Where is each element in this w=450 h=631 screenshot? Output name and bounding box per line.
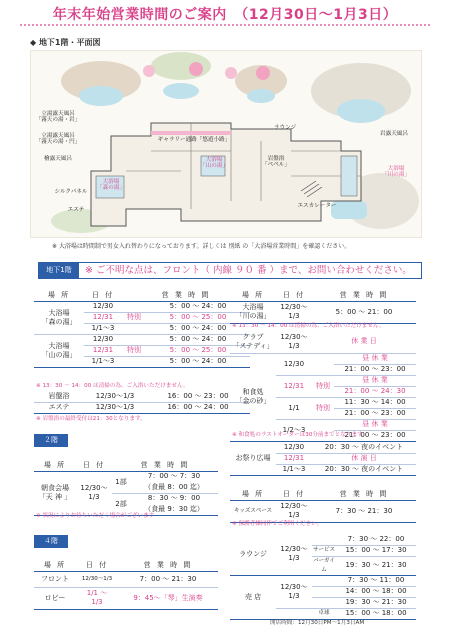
date-cell xyxy=(276,608,312,619)
date-cell: 12/31 xyxy=(84,345,122,356)
map-note: ※ 大浴場は時間制で男女入れ替わりになっております。詳しくは 別紙 の「大浴場営業時間」を確認ください。 xyxy=(52,243,351,250)
hours-cell: 5：00 ～ 24：00 xyxy=(146,323,250,334)
hours-cell: 9：45～「琴」生演奏 xyxy=(118,587,218,609)
hours-cell: 21：00 ～ 23：00 xyxy=(334,430,416,441)
label-cell: 卓球 xyxy=(312,608,336,619)
hours-cell: 7：00 ～ 21：30 xyxy=(118,571,218,587)
special-cell: 特別 xyxy=(312,397,334,419)
hours-cell: 5：00 ～ 24：00 xyxy=(146,334,250,345)
map-label-gallery: ギャラリー通路「悠遊小路」 xyxy=(157,137,231,143)
special-cell xyxy=(122,356,146,367)
date-cell: 12/30～1/3 xyxy=(84,402,146,413)
hiroba-table xyxy=(230,442,416,476)
hours-cell: 7：30 ～ 21：30 xyxy=(312,500,416,522)
map-label-kawa: 大浴場 「川の湯」 xyxy=(382,166,410,179)
shop-period-note: 開店時間：12月30日PM～1月3日AM xyxy=(270,620,365,626)
hours-cell: 休 業 日 xyxy=(312,331,416,353)
event-cell: 20：30 ～ 夜のイベント xyxy=(312,442,416,453)
label-cell xyxy=(312,597,336,608)
b1-facilities-table xyxy=(34,391,250,414)
floor-tag-4f: ４階 xyxy=(34,535,68,548)
b1-banner xyxy=(38,262,422,279)
special-cell xyxy=(122,301,146,312)
hours-cell: 21：00 ～ 24：30 xyxy=(334,386,416,397)
col-header-place: 場 所 xyxy=(34,460,76,471)
table-row xyxy=(230,534,416,545)
special-cell: 特別 xyxy=(312,375,334,397)
special-cell: 特別 xyxy=(122,312,146,323)
col-header-date: 日 付 xyxy=(276,489,312,500)
hours-cell: 昼 休 業 xyxy=(334,375,416,386)
map-label-iwa-rotenburo: 岩露天風呂 xyxy=(380,131,408,137)
place-kin: 和食処 「金の砂」 xyxy=(230,353,276,441)
hours-cell: 7：30 ～ 11：00 xyxy=(336,575,416,586)
hours-cell: 16：00 ～ 23：00 xyxy=(146,391,250,402)
hours-cell: 16：00 ～ 24：00 xyxy=(146,402,250,413)
hours-cell: 昼 休 業 xyxy=(334,419,416,430)
hours-cell: 8：30 ～ 9：00 xyxy=(147,494,201,503)
hours-cell: 15：00 ～ 18：00 xyxy=(336,608,416,619)
col-header-hours: 営 業 時 間 xyxy=(122,290,250,301)
table-row xyxy=(34,334,250,345)
part-cell: 2部 xyxy=(112,493,130,515)
table-row xyxy=(34,571,218,587)
page-title: 年末年始営業時間のご案内 （12月30日～1月3日） xyxy=(52,7,398,23)
col-header-place: 場 所 xyxy=(34,290,84,301)
date-cell: 12/30 xyxy=(276,442,312,453)
last-order-cell: （食最 8：00 迄） xyxy=(130,482,218,493)
hours-cell: 5：00 ～ 24：00 xyxy=(146,356,250,367)
place-club: クラブ 「ステディ」 xyxy=(230,331,276,353)
table-row xyxy=(34,402,250,413)
part-cell: 1部 xyxy=(112,471,130,493)
hours-cell: 14：00 ～ 18：00 xyxy=(336,586,416,597)
label-cell xyxy=(312,575,336,586)
table-row xyxy=(230,353,416,364)
map-label-este: エステ xyxy=(67,207,85,213)
date-cell: 1/2～3 xyxy=(276,419,312,441)
col-header-hours: 営 業 時 間 xyxy=(112,460,218,471)
place-front: フロント xyxy=(34,571,76,587)
f2-breakfast-table xyxy=(34,460,218,516)
col-header-date: 日 付 xyxy=(76,460,112,471)
table-row xyxy=(230,575,416,586)
floor-tag-b1: 地下1階 xyxy=(39,263,79,278)
place-ganbanyoku: 岩盤浴 xyxy=(34,391,84,402)
table-row xyxy=(34,471,218,482)
date-cell: 1/1 ～ 1/3 xyxy=(76,587,118,609)
date-cell: 1/1～3 xyxy=(84,356,122,367)
b1-right-table xyxy=(230,290,416,324)
place-kawa: 大浴場 「川の湯」 xyxy=(230,301,276,323)
date-cell: 12/30 xyxy=(276,353,312,375)
date-cell: 12/30～ 1/3 xyxy=(276,500,312,522)
special-cell: 特別 xyxy=(122,345,146,356)
date-cell: 1/1～3 xyxy=(84,323,122,334)
hours-cell: 5：00 ～ 25：00 xyxy=(146,345,250,356)
b1-restaurant-table xyxy=(230,331,416,442)
map-label-muten-en: 立湯露天風呂 「霧天の湯・円」 xyxy=(35,133,81,146)
map-label-peperu: 岩盤浴 「ペペル」 xyxy=(262,156,290,169)
lounge-shop-table xyxy=(230,534,416,620)
col-header-date: 日 付 xyxy=(84,290,122,301)
event-cell: 20：30 ～ 夜のイベント xyxy=(312,464,416,475)
breakfast-note: ※ 状況によりお待ちいただく場合がございます xyxy=(36,513,155,519)
ganbanyoku-note: ※ 岩盤浴の最終受付は21：30となります。 xyxy=(36,416,146,422)
map-heading: ◆ 地下1階・平面図 xyxy=(30,38,101,47)
kids-table xyxy=(230,489,416,523)
event-cell: 休 演 日 xyxy=(312,453,416,464)
b1-baths-table xyxy=(34,290,250,368)
table-row xyxy=(34,587,218,609)
place-kids: キッズスペース xyxy=(230,500,276,522)
place-shop: 売 店 xyxy=(230,575,276,619)
date-cell: 12/30～ 1/3 xyxy=(76,471,112,515)
hours-cell: 5：00 ～ 24：00 xyxy=(146,301,250,312)
date-cell: 12/31 xyxy=(276,453,312,464)
map-label-muten-iwa: 立湯露天風呂 「霧天の湯・岩」 xyxy=(35,111,81,124)
floor-map xyxy=(30,50,422,238)
cleaning-note-left: ※ 13：30 ～ 14：00 は清掃の為、ご入浴いただけません。 xyxy=(36,383,189,389)
map-label-escalator: エスカレーター xyxy=(297,203,337,209)
hours-cell: 19：30 ～ 21：30 xyxy=(336,597,416,608)
col-header-hours: 営 業 時 間 xyxy=(312,489,416,500)
table-row xyxy=(34,301,250,312)
map-label-mori: 大浴場 「森の湯」 xyxy=(97,179,125,192)
hours-cell: 21：00 ～ 23：00 xyxy=(334,364,416,375)
hours-cell: 昼 休 業 xyxy=(334,353,416,364)
date-cell: 1/1 xyxy=(276,397,312,419)
special-cell xyxy=(122,323,146,334)
col-header-hours: 営 業 時 間 xyxy=(118,560,218,571)
table-row xyxy=(230,500,416,522)
table-row xyxy=(230,331,416,353)
map-label-yama: 大浴場 「山の湯」 xyxy=(200,157,228,170)
date-cell: 12/30～ 1/3 xyxy=(276,575,312,608)
date-cell: 12/30～ 1/3 xyxy=(276,534,312,575)
date-cell: 12/30～ 1/3 xyxy=(276,331,312,353)
last-order-note: ※ 和食処のラストオーダーは30分前までとなります。 xyxy=(232,432,368,438)
label-cell: バーガイム xyxy=(312,556,336,575)
hours-cell: 11：30 ～ 14：00 xyxy=(334,397,416,408)
date-cell: 12/30 xyxy=(84,301,122,312)
title-divider xyxy=(20,24,430,26)
col-header-hours: 営 業 時 間 xyxy=(312,290,416,301)
hours-cell: 21：00 ～ 23：00 xyxy=(334,408,416,419)
place-este: エステ xyxy=(34,402,84,413)
table-row xyxy=(34,391,250,402)
map-label-lounge: ラウンジ xyxy=(273,125,297,131)
special-cell xyxy=(122,334,146,345)
hours-cell: 5：00 ～ 21：00 xyxy=(312,301,416,323)
map-label-silk: シルクパネル xyxy=(54,189,88,195)
col-header-place: 場 所 xyxy=(230,290,276,301)
date-cell: 12/31 xyxy=(84,312,122,323)
special-cell xyxy=(312,353,334,375)
date-cell: 12/30～1/3 xyxy=(84,391,146,402)
place-lobby: ロビー xyxy=(34,587,76,609)
place-mori: 大浴場 「森の湯」 xyxy=(34,301,84,334)
place-yama: 大浴場 「山の湯」 xyxy=(34,334,84,367)
floor-tag-2f: ２階 xyxy=(34,434,68,447)
label-cell xyxy=(312,534,336,545)
place-lounge: ラウンジ xyxy=(230,534,276,575)
col-header-place: 場 所 xyxy=(34,560,76,571)
date-cell: 12/30～1/3 xyxy=(76,571,118,587)
date-cell: 12/31 xyxy=(276,375,312,397)
date-cell: 1/1～3 xyxy=(276,464,312,475)
col-header-date: 日 付 xyxy=(276,290,312,301)
place-tenjin: 朝食会場 「天 神 」 xyxy=(34,471,76,515)
hours-cell: 7：00 ～ 7：30 xyxy=(147,472,201,481)
cleaning-note-right: ※ 13：30 ～ 14：00 は清掃の為、ご入浴いただけません。 xyxy=(232,323,385,329)
table-row xyxy=(230,442,416,453)
label-cell xyxy=(312,586,336,597)
date-cell: 12/30 xyxy=(84,334,122,345)
hours-cell: 19：30 ～ 21：30 xyxy=(336,556,416,575)
col-header-date: 日 付 xyxy=(76,560,118,571)
hours-cell: 5：00 ～ 25：00 xyxy=(146,312,250,323)
label-cell: サービス xyxy=(312,545,336,556)
kids-note: ※ 保護者様同伴でご利用ください。 xyxy=(232,521,323,527)
date-cell: 12/30～ 1/3 xyxy=(276,301,312,323)
hours-cell: 7：30 ～ 22：00 xyxy=(336,534,416,545)
hours-cell: 15：00 ～ 17：30 xyxy=(336,545,416,556)
table-row xyxy=(230,301,416,323)
place-hiroba: お祭り広場 xyxy=(230,442,276,475)
col-header-place: 場 所 xyxy=(230,489,276,500)
inquiry-note: ※ ご不明な点は、フロント（ 内線 ９０ 番 ）まで、お問い合わせください。 xyxy=(85,265,412,276)
f4-table xyxy=(34,560,218,610)
last-order-cell: （食最 9：30 迄） xyxy=(130,504,218,515)
map-label-hinoki: 檜露天風呂 xyxy=(44,156,72,162)
